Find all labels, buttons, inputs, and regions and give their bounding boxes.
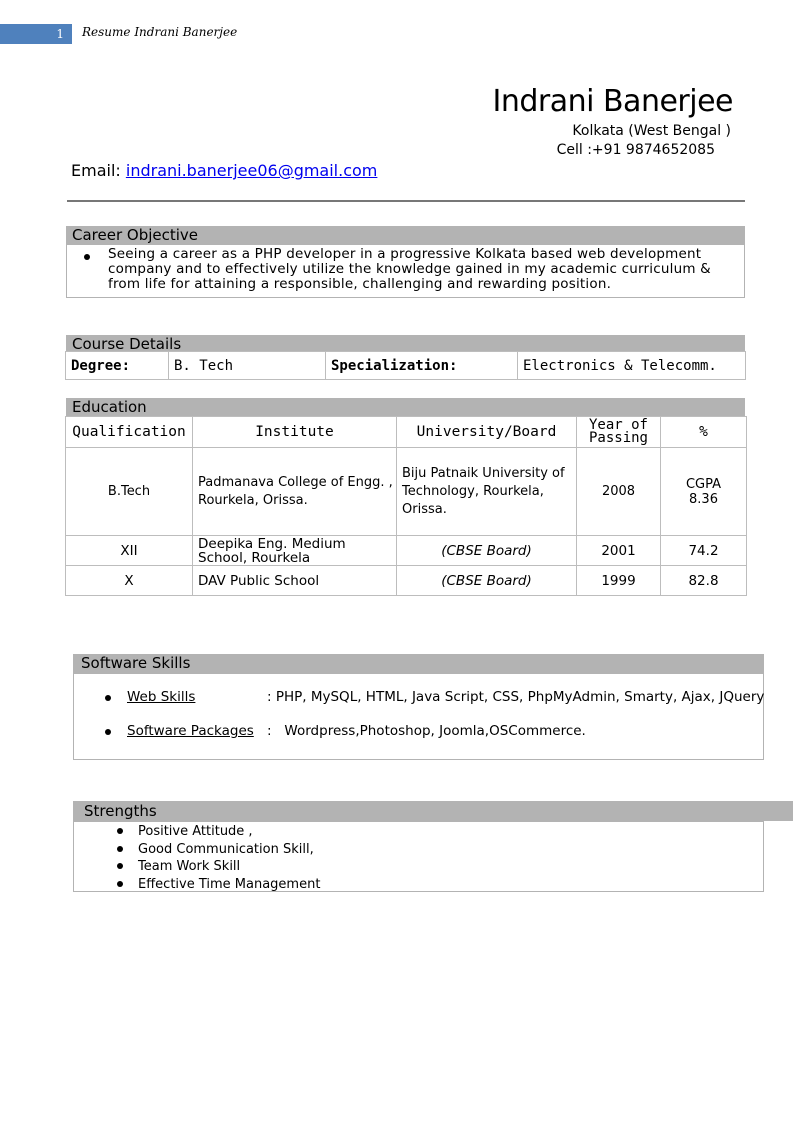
specialization-label: Specialization: bbox=[326, 352, 518, 380]
table-row bbox=[66, 448, 747, 536]
bullet-icon bbox=[105, 695, 111, 701]
table-row bbox=[66, 566, 747, 596]
course-heading: Course Details bbox=[66, 335, 745, 352]
software-heading: Software Skills bbox=[73, 654, 764, 673]
cell-university: Biju Patnaik University of Technology, Rourkela, Orissa. bbox=[397, 448, 577, 536]
strengths-box bbox=[73, 821, 764, 892]
list-item bbox=[74, 689, 763, 707]
cell-qualification: B.Tech bbox=[66, 448, 193, 536]
cell-year: 1999 bbox=[577, 566, 661, 596]
cell-qualification: XII bbox=[66, 536, 193, 566]
cell-institute: DAV Public School bbox=[193, 566, 397, 596]
candidate-location: Kolkata (West Bengal ) bbox=[572, 123, 731, 139]
table-row bbox=[66, 536, 747, 566]
software-packages-label: Software Packages bbox=[127, 723, 254, 739]
header-page-number: 1 bbox=[56, 27, 64, 41]
specialization-value: Electronics & Telecomm. bbox=[518, 352, 746, 380]
col-institute: Institute bbox=[193, 417, 397, 448]
cell-university: (CBSE Board) bbox=[397, 536, 577, 566]
list-item bbox=[138, 876, 320, 894]
web-skills-value: : PHP, MySQL, HTML, Java Script, CSS, PhpMyAdmin, Smarty, Ajax, JQuery bbox=[267, 689, 765, 705]
career-box bbox=[66, 244, 745, 298]
career-text: Seeing a career as a PHP developer in a progressive Kolkata based web development company and to effectively utilize the knowledge gained in my academic curriculum & from life for attaining a responsible, challenging and rewarding position. bbox=[108, 246, 711, 292]
software-packages-value: : Wordpress,Photoshop, Joomla,OSCommerce. bbox=[267, 723, 586, 739]
cell-institute: Padmanava College of Engg. , Rourkela, Orissa. bbox=[193, 448, 397, 536]
col-percent: % bbox=[661, 417, 747, 448]
cell-percent: CGPA 8.36 bbox=[661, 448, 747, 536]
cell-university: (CBSE Board) bbox=[397, 566, 577, 596]
email-link[interactable]: indrani.banerjee06@gmail.com bbox=[125, 161, 378, 180]
bullet-icon bbox=[84, 254, 90, 260]
cell-qualification: X bbox=[66, 566, 193, 596]
course-table bbox=[65, 351, 746, 380]
header-divider bbox=[67, 200, 745, 202]
cell-year: 2001 bbox=[577, 536, 661, 566]
career-heading: Career Objective bbox=[66, 226, 745, 244]
email-label: Email: bbox=[71, 161, 121, 180]
strength-text: Effective Time Management bbox=[138, 876, 321, 892]
web-skills-label: Web Skills bbox=[127, 689, 196, 705]
degree-label: Degree: bbox=[66, 352, 169, 380]
candidate-name: Indrani Banerjee bbox=[492, 84, 733, 119]
email-line bbox=[71, 161, 377, 180]
col-university: University/Board bbox=[397, 417, 577, 448]
cell-percent: 82.8 bbox=[661, 566, 747, 596]
bullet-icon bbox=[105, 729, 111, 735]
strength-text: Positive Attitude , bbox=[138, 824, 253, 839]
education-table bbox=[65, 416, 747, 596]
cell-institute: Deepika Eng. Medium School, Rourkela bbox=[193, 536, 397, 566]
bullet-icon bbox=[117, 846, 123, 852]
strength-text: Good Communication Skill, bbox=[138, 841, 314, 857]
cell-percent: 74.2 bbox=[661, 536, 747, 566]
degree-value: B. Tech bbox=[169, 352, 326, 380]
list-item bbox=[138, 823, 253, 841]
education-heading: Education bbox=[66, 398, 745, 416]
software-box bbox=[73, 673, 764, 760]
list-item bbox=[74, 723, 763, 741]
strengths-heading: Strengths bbox=[73, 801, 793, 821]
candidate-cell: Cell :+91 9874652085 bbox=[556, 142, 715, 158]
col-year: Year of Passing bbox=[577, 417, 661, 448]
bullet-icon bbox=[117, 863, 123, 869]
header-title: Resume Indrani Banerjee bbox=[82, 25, 238, 39]
cell-year: 2008 bbox=[577, 448, 661, 536]
bullet-icon bbox=[117, 828, 123, 834]
list-item bbox=[138, 841, 314, 859]
bullet-icon bbox=[117, 881, 123, 887]
strength-text: Team Work Skill bbox=[138, 859, 241, 875]
col-qualification: Qualification bbox=[66, 417, 193, 448]
list-item bbox=[138, 858, 240, 876]
